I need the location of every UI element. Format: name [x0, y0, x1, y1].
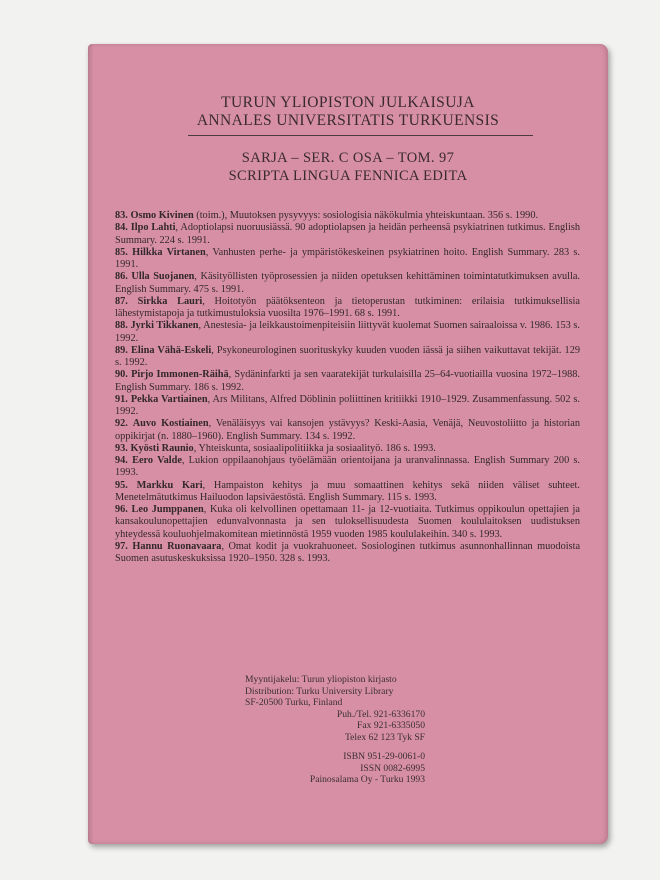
distribution-sales: Myyntijakelu: Turun yliopiston kirjasto [245, 674, 397, 685]
entry-text: (toim.), Muutoksen pysyvyys: sosiologisia näkökulmia yhteiskuntaan. 356 s. 1990. [196, 210, 539, 221]
entry-author: Auvo Kostiainen [132, 418, 209, 430]
header-line-finnish: TURUN YLIOPISTON JULKAISUJA [221, 94, 475, 111]
distribution-address: SF-20500 Turku, Finland [245, 697, 343, 709]
list-item [115, 296, 580, 320]
entry-number: 94. [115, 455, 128, 467]
entry-author: Hilkka Virtanen [132, 246, 206, 258]
entry-text: , Omat kodit ja vuokrahuoneet. Sosiologinen tutkimus asunnonhallinnan muodoista Suomen asutuskeskuksissa 1920–1950. 328 s. 1993. [115, 540, 581, 564]
distribution-library: Distribution: Turku University Library [245, 685, 394, 697]
isbn-number: ISBN 951-29-0061-0 [343, 751, 425, 762]
list-item [115, 222, 580, 246]
list-item [115, 541, 580, 565]
entry-text: , Adoptiolapsi nuoruusiässä. 90 adoptiolapsen ja heidän perheensä psykiatrinen tutkimus. English Summary. 224 s. 1991. [115, 222, 580, 246]
series-line-2: SCRIPTA LINGUA FENNICA EDITA [228, 168, 468, 184]
entry-text: , Lukion oppilaanohjaus työelämään orientoijana ja uranvalinnassa. English Summary 200 s. 1993. [115, 455, 581, 479]
entry-author: Osmo Kivinen [130, 210, 194, 221]
entry-number: 83. [115, 210, 128, 221]
publication-list [115, 210, 580, 565]
entry-number: 88. [115, 320, 128, 332]
entry-text: , Hoitotyön päätöksenteon ja tietoperustan tutkiminen: erilaisia tutkimuksellisia lähestymistapoja ja tutkimustuloksia vuosilta 1976–1991. 68 s. 1991. [115, 295, 580, 319]
entry-text: , Yhteiskunta, sosiaalipolitiikka ja sosiaalityö. 186 s. 1993. [193, 442, 436, 454]
entry-number: 90. [115, 369, 128, 381]
list-item [115, 210, 580, 222]
list-item [115, 443, 580, 455]
entry-text: , Sydäninfarkti ja sen vaaratekijät turkulaisilla 25–64-vuotiailla vuosina 1972–1988. English Summary. 186 s. 1992. [115, 369, 580, 393]
list-item [115, 369, 580, 393]
entry-number: 95. [115, 479, 128, 491]
distribution-fax: Fax 921-6335050 [357, 720, 425, 732]
entry-author: Leo Jumppanen [131, 504, 204, 516]
entry-number: 89. [115, 344, 128, 356]
entry-number: 91. [115, 393, 128, 405]
entry-author: Hannu Ruonavaara [132, 540, 222, 552]
issn-number: ISSN 0082-6995 [360, 762, 425, 774]
entry-author: Jyrki Tikkanen [130, 320, 199, 332]
entry-text: , Psykoneurologinen suorituskyky kuuden vuoden iässä ja siihen vaikuttavat tekijät. 129 s. 1992. [115, 344, 581, 368]
entry-number: 96. [115, 504, 128, 516]
entry-text: , Vanhusten perhe- ja ympäristökeskeinen psykiatrinen hoito. English Summary. 283 s. 1991. [115, 246, 581, 270]
series-line-1: SARJA – SER. C OSA – TOM. 97 [241, 150, 455, 166]
entry-number: 85. [115, 246, 128, 258]
entry-author: Pirjo Immonen-Räihä [131, 369, 229, 381]
entry-text: , Hampaiston kehitys ja muu somaattinen kehitys sekä niiden väliset suhteet. Menetelmätutkimus Hailuodon lapsiväestöstä. English Summary. 115 s. 1993. [115, 479, 580, 503]
entry-number: 87. [115, 295, 128, 307]
entry-author: Ulla Suojanen [131, 271, 195, 283]
entry-author: Ilpo Lahti [130, 222, 176, 234]
distribution-phone: Puh./Tel. 921-6336170 [336, 708, 425, 720]
list-item [115, 247, 580, 271]
entry-author: Elina Vähä-Eskeli [131, 344, 212, 356]
list-item [115, 504, 580, 540]
list-item [115, 480, 580, 504]
entry-author: Kyösti Raunio [130, 442, 194, 454]
entry-number: 93. [115, 442, 128, 454]
list-item [115, 418, 580, 442]
entry-text: , Venäläisyys vai kansojen ystävyys? Keski-Aasia, Venäjä, Neuvostoliitto ja historian oppikirjat (n. 1880–1960). English Summary. 134 s. 1992. [115, 418, 581, 442]
isbn-block [270, 751, 425, 786]
entry-author: Eero Valde [132, 455, 182, 467]
entry-author: Sirkka Lauri [137, 295, 203, 307]
distribution-info [245, 674, 425, 744]
distribution-telex: Telex 62 123 Tyk SF [344, 731, 425, 743]
entry-number: 86. [115, 271, 128, 283]
entry-author: Markku Kari [136, 479, 203, 491]
book-back-cover [88, 44, 608, 844]
header-line-latin: ANNALES UNIVERSITATIS TURKUENSIS [196, 112, 500, 129]
entry-text: , Kuka oli kelvollinen opettamaan 11- ja 12-vuotiaita. Tutkimus oppikoulun opettajien ja kansakoulunopettajien edunvalvonnasta ja sen tuloksellisuudesta Suomen koululaitoksen uudistuksen yhteydessä kouluohjelmakomitean mietinnöstä 1959 vuoden 1985 koululakeihin. 340 s. 1993. [115, 504, 580, 540]
series-title [88, 149, 608, 185]
entry-number: 97. [115, 540, 128, 552]
list-item [115, 394, 580, 418]
list-item [115, 455, 580, 479]
printer-line: Painosalama Oy - Turku 1993 [309, 774, 425, 786]
list-item [115, 271, 580, 295]
list-item [115, 320, 580, 344]
publisher-header [88, 94, 608, 130]
entry-text: , Käsityöllisten työprosessien ja niiden opetuksen kehittäminen toimintatutkimuksen avulla. English Summary. 475 s. 1991. [115, 271, 580, 295]
header-divider [188, 135, 533, 136]
list-item [115, 345, 580, 369]
entry-text: , Ars Militans, Alfred Döblinin poliittinen kritiikki 1910–1929. Zusammenfassung. 502 s. 1992. [115, 393, 580, 417]
entry-number: 92. [115, 418, 128, 430]
entry-author: Pekka Vartiainen [130, 393, 208, 405]
entry-number: 84. [115, 222, 128, 234]
entry-text: , Anestesia- ja leikkaustoimenpiteisiin liittyvät kuolemat Suomen sairaaloissa v. 1986. 153 s. 1992. [115, 320, 580, 344]
